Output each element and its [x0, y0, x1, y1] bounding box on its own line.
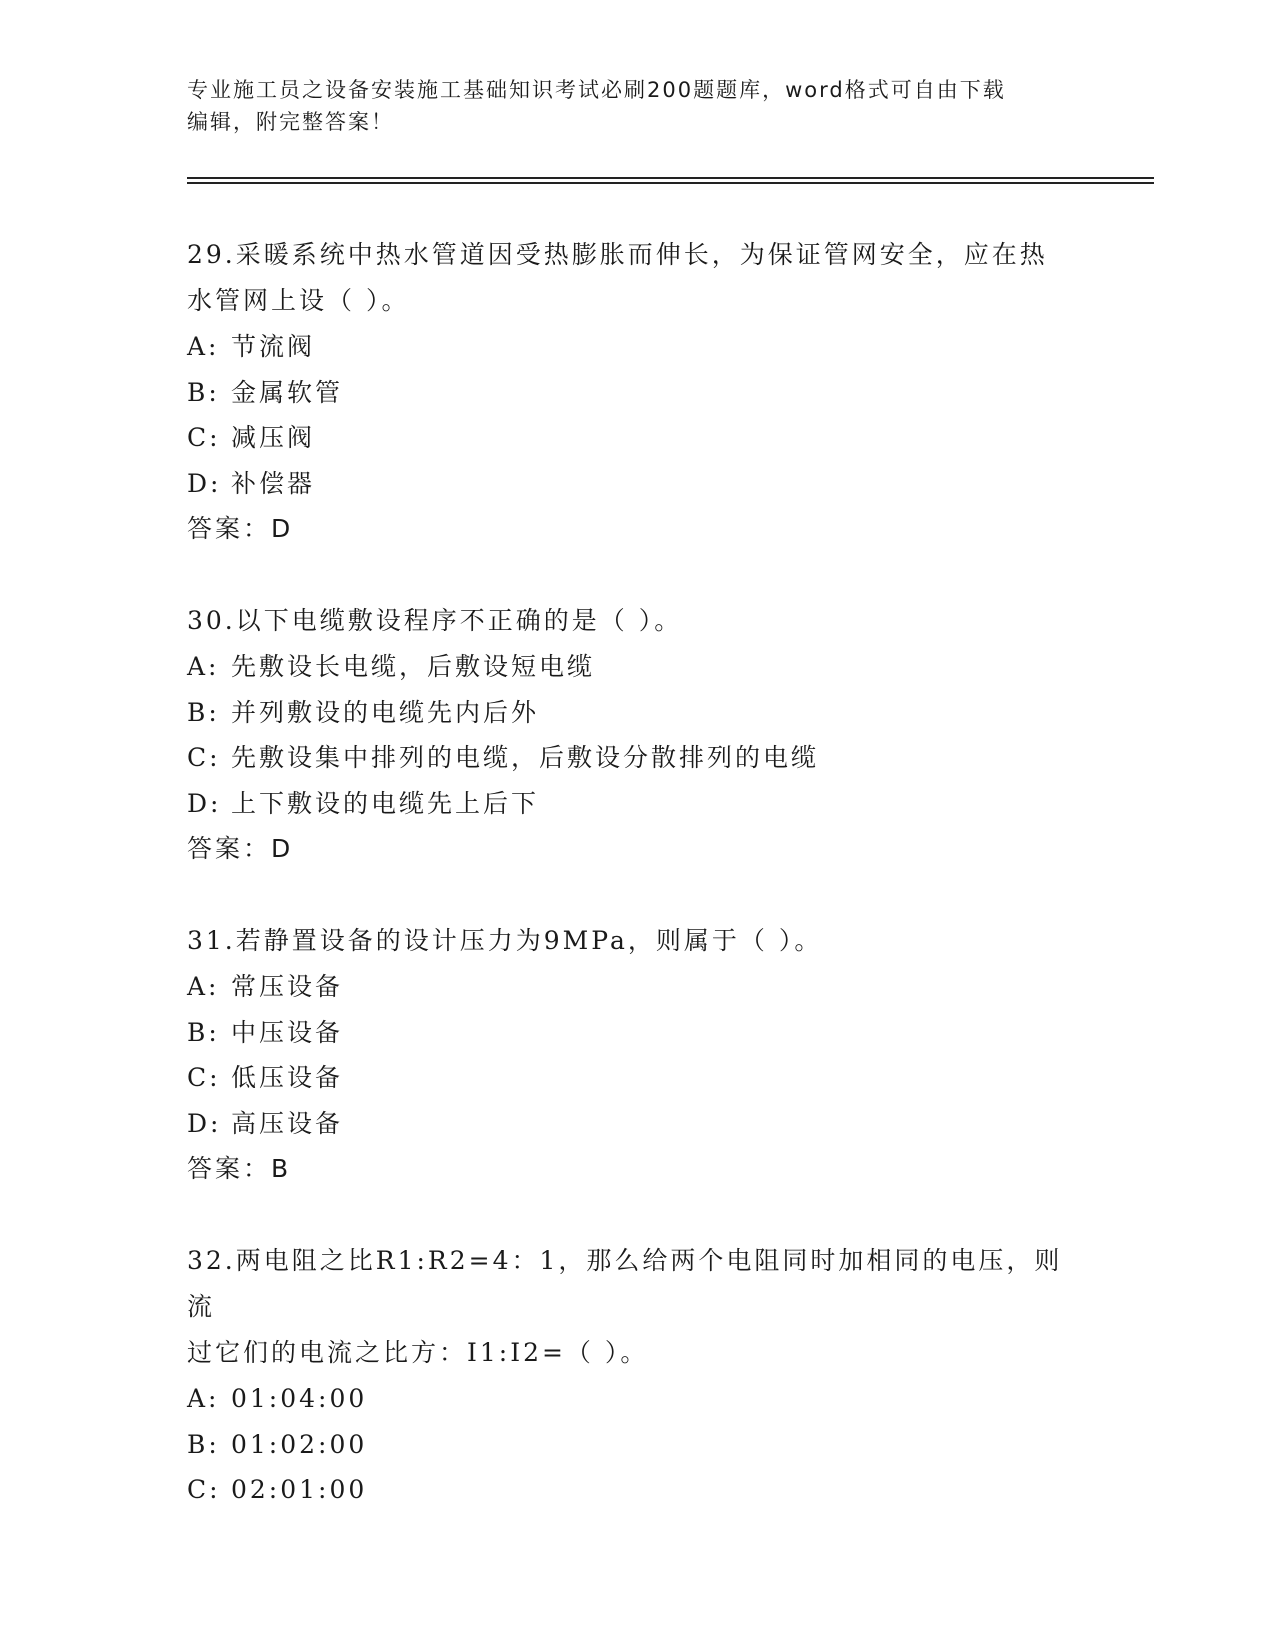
option-letter: B:	[187, 1017, 220, 1047]
answer-line: 答案：B	[187, 1154, 292, 1183]
option-text: 01:02:00	[231, 1429, 368, 1459]
option-text: 节流阀	[231, 332, 316, 361]
option-c	[187, 1055, 1087, 1101]
option-text: 01:04:00	[231, 1384, 368, 1413]
option-a	[187, 1376, 1087, 1422]
answer-line: 答案：D	[187, 834, 294, 863]
option-letter: D:	[187, 468, 222, 498]
question-32	[187, 1238, 1087, 1513]
answer-line: 答案：D	[187, 514, 294, 543]
question-stem-line: 水管网上设（ ）。	[187, 286, 410, 315]
option-text: 先敷设集中排列的电缆，后敷设分散排列的电缆	[231, 743, 820, 772]
option-a	[187, 324, 1087, 370]
question-stem	[187, 1238, 1087, 1376]
option-letter: D:	[187, 1108, 222, 1138]
header-divider-top	[187, 177, 1154, 179]
document-header	[187, 74, 1087, 138]
option-letter: D:	[187, 788, 222, 818]
question-stem-line: 32.两电阻之比R1:R2=4：1，那么给两个电阻同时加相同的电压，则流	[187, 1246, 1063, 1321]
option-b	[187, 1010, 1087, 1056]
option-text: 低压设备	[231, 1063, 344, 1092]
option-letter: C:	[187, 1063, 221, 1092]
question-30	[187, 598, 1087, 872]
option-letter: B:	[187, 1429, 220, 1459]
option-letter: A:	[187, 1384, 220, 1413]
option-text: 高压设备	[231, 1108, 344, 1138]
option-text: 常压设备	[231, 972, 344, 1001]
question-list	[187, 232, 1087, 1559]
question-31	[187, 918, 1087, 1192]
option-text: 金属软管	[231, 377, 344, 407]
option-c	[187, 415, 1087, 461]
option-d	[187, 781, 1087, 827]
option-letter: A:	[187, 332, 220, 361]
option-text: 并列敷设的电缆先内后外	[231, 697, 540, 727]
option-d	[187, 461, 1087, 507]
header-divider-bottom	[187, 182, 1154, 184]
option-b	[187, 370, 1087, 416]
option-text: 先敷设长电缆，后敷设短电缆	[231, 652, 596, 681]
option-letter: B:	[187, 377, 220, 407]
option-b	[187, 1422, 1087, 1468]
question-stem-line: 29.采暖系统中热水管道因受热膨胀而伸长，为保证管网安全，应在热	[187, 240, 1048, 269]
option-a	[187, 964, 1087, 1010]
option-b	[187, 690, 1087, 736]
question-stem-line: 过它们的电流之比方：I1:I2=（ ）。	[187, 1338, 649, 1367]
option-a	[187, 644, 1087, 690]
option-text: 中压设备	[231, 1017, 344, 1047]
option-letter: C:	[187, 1475, 221, 1504]
question-stem	[187, 598, 1087, 644]
option-text: 02:01:00	[231, 1475, 368, 1504]
question-stem	[187, 232, 1087, 324]
option-text: 补偿器	[231, 468, 316, 498]
option-text: 减压阀	[231, 423, 316, 452]
option-c	[187, 735, 1087, 781]
option-letter: A:	[187, 652, 220, 681]
option-c	[187, 1467, 1087, 1513]
question-29	[187, 232, 1087, 552]
option-letter: B:	[187, 697, 220, 727]
question-stem-line: 31.若静置设备的设计压力为9MPa，则属于（ ）。	[187, 926, 823, 955]
option-text: 上下敷设的电缆先上后下	[231, 788, 540, 818]
header-line-1: 专业施工员之设备安装施工基础知识考试必刷200题题库，word格式可自由下载	[187, 78, 1006, 102]
option-d	[187, 1101, 1087, 1147]
question-stem	[187, 918, 1087, 964]
option-letter: A:	[187, 972, 220, 1001]
option-letter: C:	[187, 423, 221, 452]
question-stem-line: 30.以下电缆敷设程序不正确的是（ ）。	[187, 606, 683, 635]
option-letter: C:	[187, 743, 221, 772]
header-line-2: 编辑，附完整答案！	[187, 110, 394, 134]
